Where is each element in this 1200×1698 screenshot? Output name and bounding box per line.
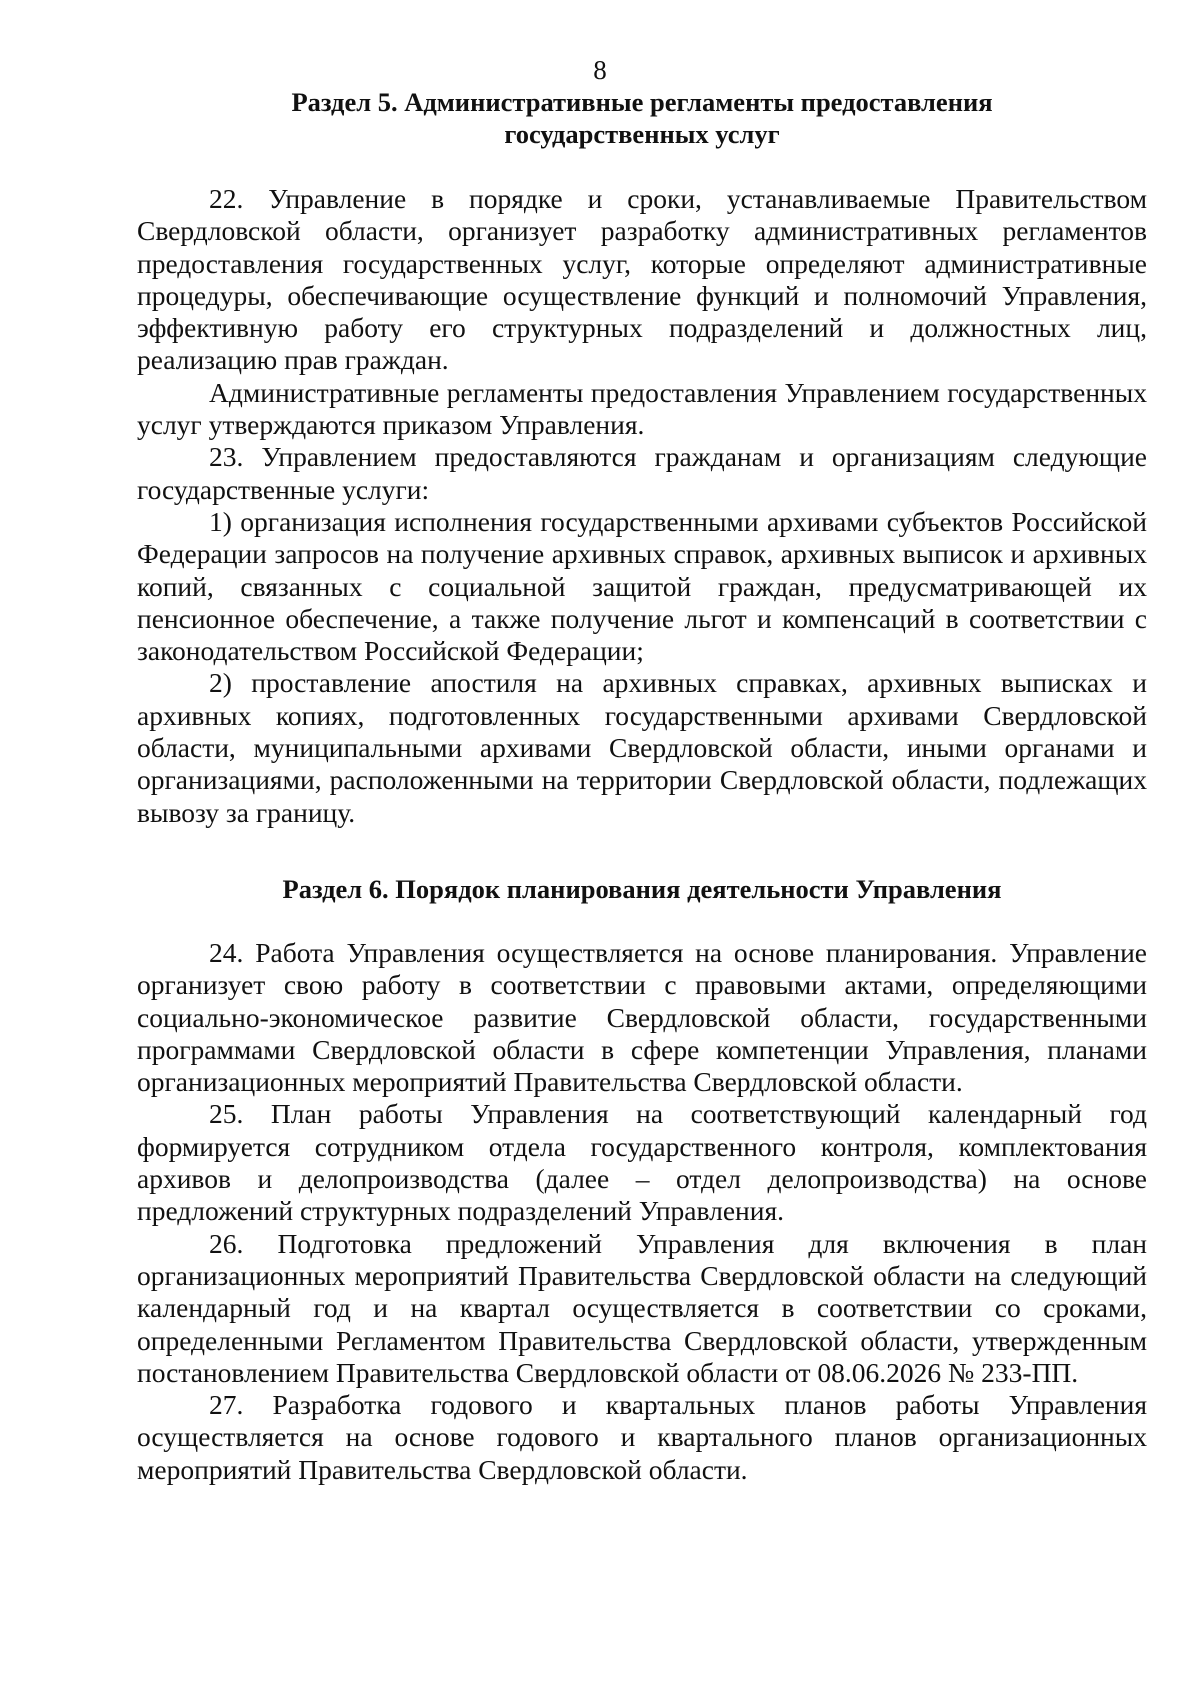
section-5-body xyxy=(137,183,1147,829)
section-6-heading xyxy=(137,873,1147,905)
paragraph-25: 25. План работы Управления на соответствующий календарный год формируется сотрудником отдела государственного контроля, комплектования архивов и делопроизводства (далее – отдел делопроизводства) на основе предложений структурных подразделений Управления. xyxy=(137,1098,1147,1227)
paragraph-24: 24. Работа Управления осуществляется на основе планирования. Управление организует свою работу в соответствии с правовыми актами, определяющими социально-экономическое развитие Свердловской области, государственными программами Свердловской области в сфере компетенции Управления, планами организационных мероприятий Правительства Свердловской области. xyxy=(137,937,1147,1098)
section-5-heading-line-1: Раздел 5. Административные регламенты предоставления xyxy=(291,87,993,117)
section-5-heading xyxy=(137,86,1147,150)
paragraph-26: 26. Подготовка предложений Управления для включения в план организационных мероприятий Правительства Свердловской области на следующий календарный год и на квартал осуществляется в соответствии со сроками, определенными Регламентом Правительства Свердловской области, утвержденным постановлением Правительства Свердловской области от 08.06.2026 № 233-ПП. xyxy=(137,1227,1147,1388)
paragraph-22: 22. Управление в порядке и сроки, устанавливаемые Правительством Свердловской области, организует разработку административных регламентов предоставления государственных услуг, которые определяют административные процедуры, обеспечивающие осуществление функций и полномочий Управления, эффективную работу его структурных подразделений и должностных лиц, реализацию прав граждан. xyxy=(137,183,1147,376)
section-6-body xyxy=(137,937,1147,1486)
section-6-heading-text: Раздел 6. Порядок планирования деятельности Управления xyxy=(282,874,1002,904)
paragraph-22-approval: Административные регламенты предоставления Управлением государственных услуг утверждаются приказом Управления. xyxy=(137,376,1147,441)
paragraph-23-item-2: 2) проставление апостиля на архивных справках, архивных выписках и архивных копиях, подготовленных государственными архивами Свердловской области, муниципальными архивами Свердловской области, иными органами и организациями, расположенными на территории Свердловской области, подлежащих вывозу за границу. xyxy=(137,667,1147,828)
paragraph-23-item-1: 1) организация исполнения государственными архивами субъектов Российской Федерации запросов на получение архивных справок, архивных выписок и архивных копий, связанных с социальной защитой граждан, предусматривающей их пенсионное обеспечение, а также получение льгот и компенсаций в соответствии с законодательством Российской Федерации; xyxy=(137,505,1147,667)
paragraph-27: 27. Разработка годового и квартальных планов работы Управления осуществляется на основе годового и квартального планов организационных мероприятий Правительства Свердловской области. xyxy=(137,1389,1147,1485)
paragraph-23: 23. Управлением предоставляются гражданам и организациям следующие государственные услуги: xyxy=(137,441,1147,505)
section-5-heading-line-2: государственных услуг xyxy=(504,119,780,149)
page-number: 8 xyxy=(593,55,607,85)
